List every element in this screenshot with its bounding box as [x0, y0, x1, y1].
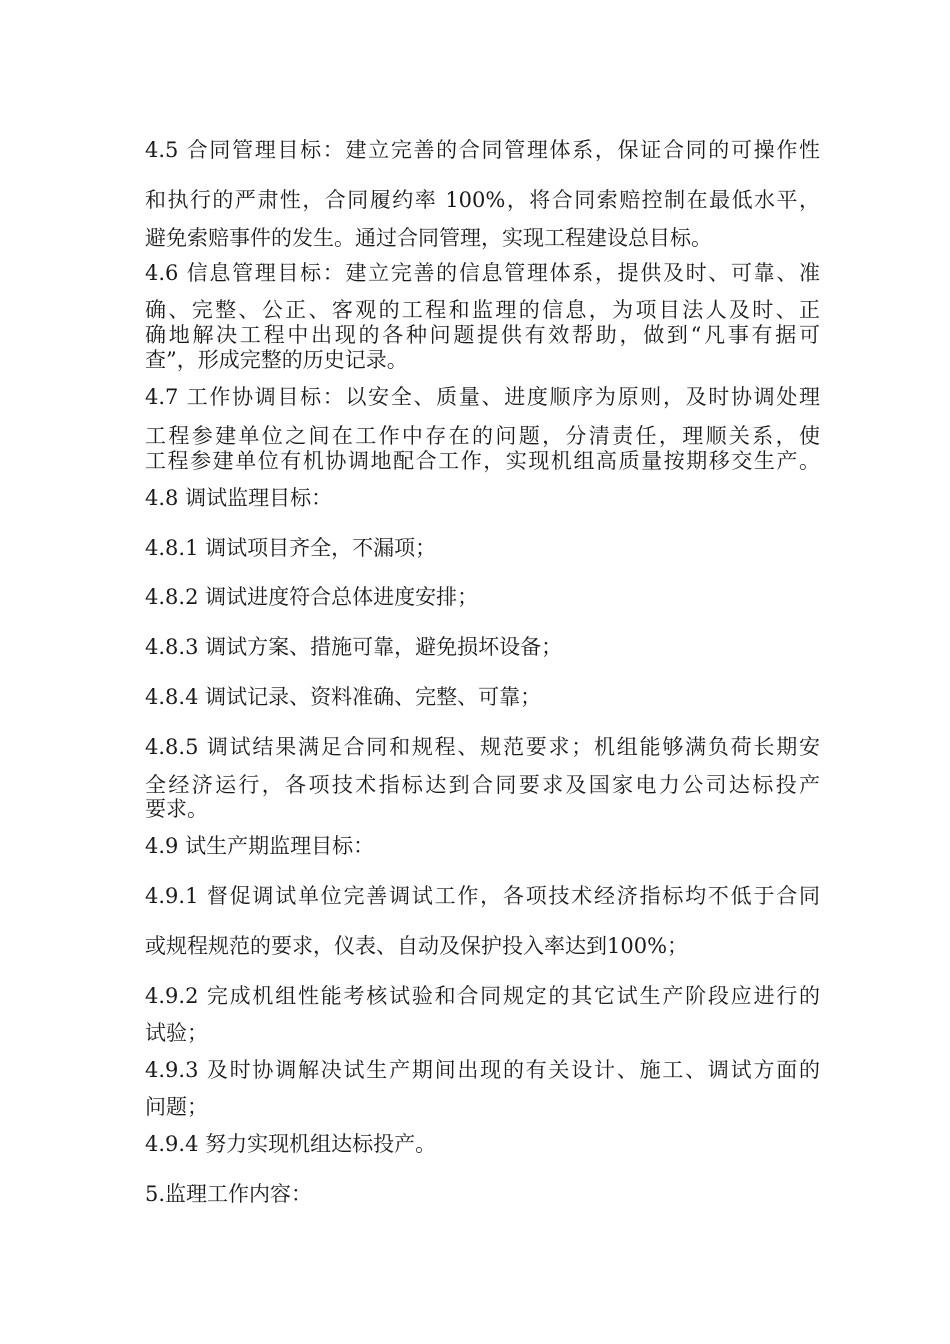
text-line: 或规程规范的要求，仪表、自动及保护投入率达到100%； — [145, 934, 689, 958]
text-line: 5.监理工作内容： — [145, 1182, 313, 1206]
text-line: 4.9 试生产期监理目标： — [145, 834, 375, 858]
text-line: 查”，形成完整的历史记录。 — [145, 348, 408, 372]
text-line: 确、完整、公正、客观的工程和监理的信息，为项目法人及时、正 — [145, 298, 820, 322]
text-line: 全经济运行，各项技术指标达到合同要求及国家电力公司达标投产 — [145, 773, 820, 797]
text-line: 4.9.1 督促调试单位完善调试工作，各项技术经济指标均不低于合同 — [145, 884, 820, 908]
text-line: 4.8.1 调试项目齐全，不漏项； — [145, 536, 437, 560]
text-line: 工程参建单位有机协调地配合工作，实现机组高质量按期移交生产。 — [145, 449, 820, 473]
text-line: 4.9.4 努力实现机组达标投产。 — [145, 1132, 437, 1156]
text-line: 4.8.3 调试方案、措施可靠，避免损坏设备； — [145, 635, 563, 659]
text-line: 要求。 — [145, 797, 208, 821]
text-line: 避免索赔事件的发生。通过合同管理，实现工程建设总目标。 — [145, 226, 712, 250]
text-line: 4.8 调试监理目标： — [145, 486, 333, 510]
text-line: 确地解决工程中出现的各种问题提供有效帮助，做到“凡事有据可 — [145, 323, 820, 347]
text-line: 4.9.3 及时协调解决试生产期间出现的有关设计、施工、调试方面的 — [145, 1058, 820, 1082]
text-line: 工程参建单位之间在工作中存在的问题，分清责任，理顺关系，使 — [145, 424, 820, 448]
text-line: 4.5 合同管理目标：建立完善的合同管理体系，保证合同的可操作性 — [145, 138, 820, 162]
text-line: 4.6 信息管理目标：建立完善的信息管理体系，提供及时、可靠、准 — [145, 261, 820, 285]
text-line: 4.8.2 调试进度符合总体进度安排； — [145, 585, 479, 609]
text-line: 4.8.5 调试结果满足合同和规程、规范要求；机组能够满负荷长期安 — [145, 735, 820, 759]
text-line: 4.7 工作协调目标：以安全、质量、进度顺序为原则，及时协调处理 — [145, 385, 820, 409]
text-line: 4.8.4 调试记录、资料准确、完整、可靠； — [145, 685, 542, 709]
text-line: 试验； — [145, 1021, 208, 1045]
text-line: 4.9.2 完成机组性能考核试验和合同规定的其它试生产阶段应进行的 — [145, 984, 820, 1008]
text-line: 问题； — [145, 1095, 208, 1119]
text-line: 和执行的严肃性，合同履约率 100%，将合同索赔控制在最低水平， — [145, 188, 820, 212]
